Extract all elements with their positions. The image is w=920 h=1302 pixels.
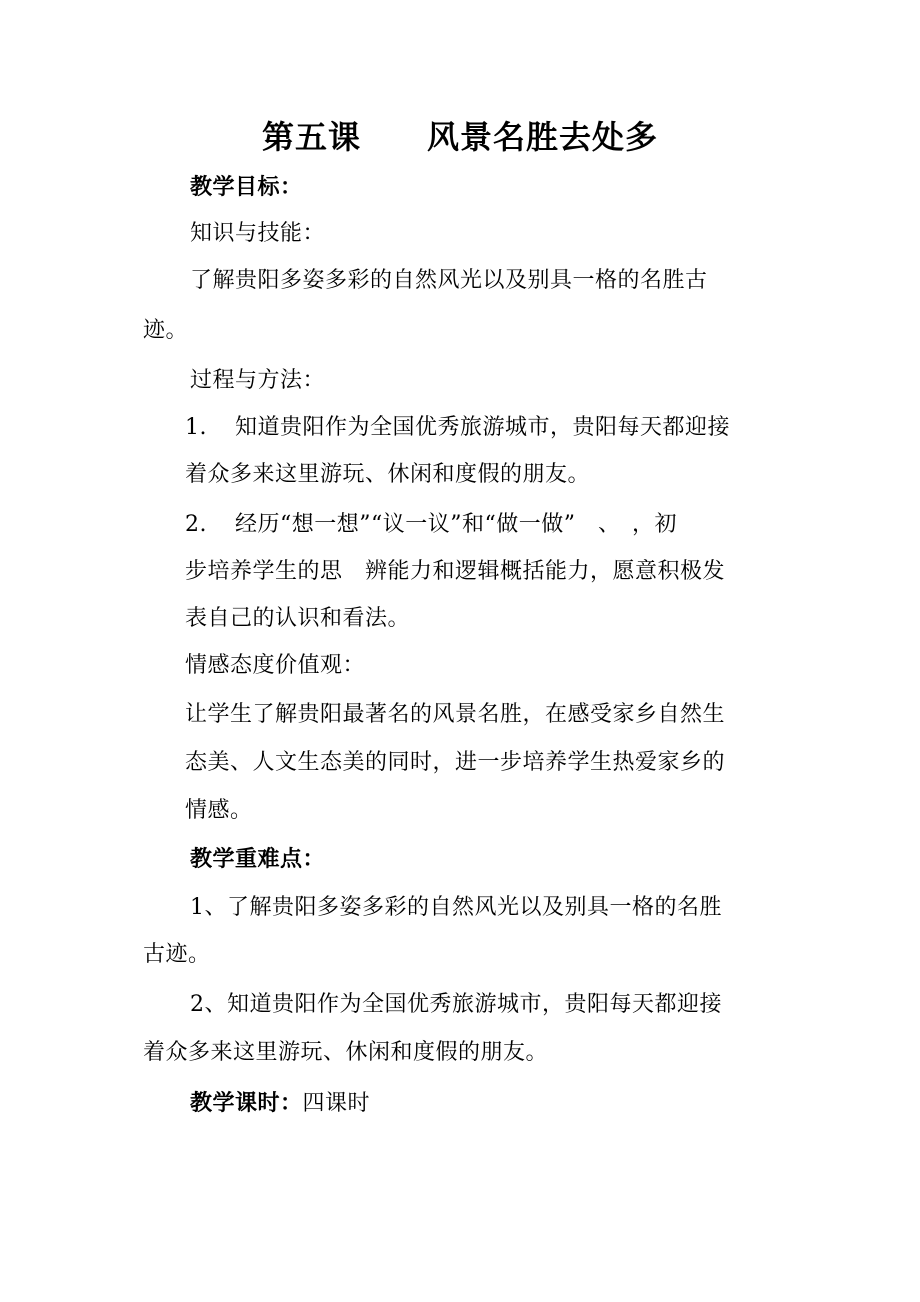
emotion-heading: 情感态度价值观： — [185, 653, 366, 678]
goals-heading: 教学目标： — [190, 174, 303, 200]
process-heading: 过程与方法： — [190, 368, 326, 393]
keypoint-1-line-1: 1、了解贵阳多姿多彩的自然风光以及别具一格的名胜 — [190, 895, 722, 920]
page-title: 第五课 风景名胜去处多 — [261, 118, 658, 156]
process-item-1-text: 知道贵阳作为全国优秀旅游城市，贵阳每天都迎接 — [235, 415, 731, 440]
teaching-hours — [190, 1088, 370, 1119]
keypoints-heading: 教学重难点： — [190, 846, 326, 872]
process-item-2-number: 2. — [185, 512, 207, 537]
knowledge-text-line-2: 迹。 — [143, 318, 189, 343]
process-item-2-continued-2: 表自己的认识和看法。 — [185, 606, 411, 631]
process-item-1 — [185, 413, 730, 443]
keypoint-2-line-1: 2、知道贵阳作为全国优秀旅游城市，贵阳每天都迎接 — [190, 992, 722, 1017]
teaching-hours-value: 四课时 — [302, 1091, 371, 1116]
knowledge-text-line-1: 了解贵阳多姿多彩的自然风光以及别具一格的名胜古 — [190, 268, 708, 293]
process-item-1-number: 1. — [185, 415, 207, 440]
knowledge-heading: 知识与技能： — [190, 221, 326, 246]
emotion-text-line-2: 态美、人文生态美的同时，进一步培养学生热爱家乡的 — [185, 750, 726, 775]
emotion-text-line-1: 让学生了解贵阳最著名的风景名胜，在感受家乡自然生 — [185, 702, 726, 727]
keypoint-1-line-2: 古迹。 — [143, 942, 211, 967]
process-item-2-text: 经历“想一想”“议一议”和“做一做” 、 ，初 — [235, 512, 677, 537]
teaching-hours-label: 教学课时： — [190, 1090, 303, 1116]
process-item-1-continued: 着众多来这里游玩、休闲和度假的朋友。 — [185, 462, 591, 487]
keypoint-2-line-2: 着众多来这里游玩、休闲和度假的朋友。 — [143, 1040, 549, 1065]
process-item-2-continued-1: 步培养学生的思 辨能力和逻辑概括能力，愿意积极发 — [185, 559, 726, 584]
process-item-2 — [185, 510, 677, 540]
emotion-text-line-3: 情感。 — [185, 798, 253, 823]
